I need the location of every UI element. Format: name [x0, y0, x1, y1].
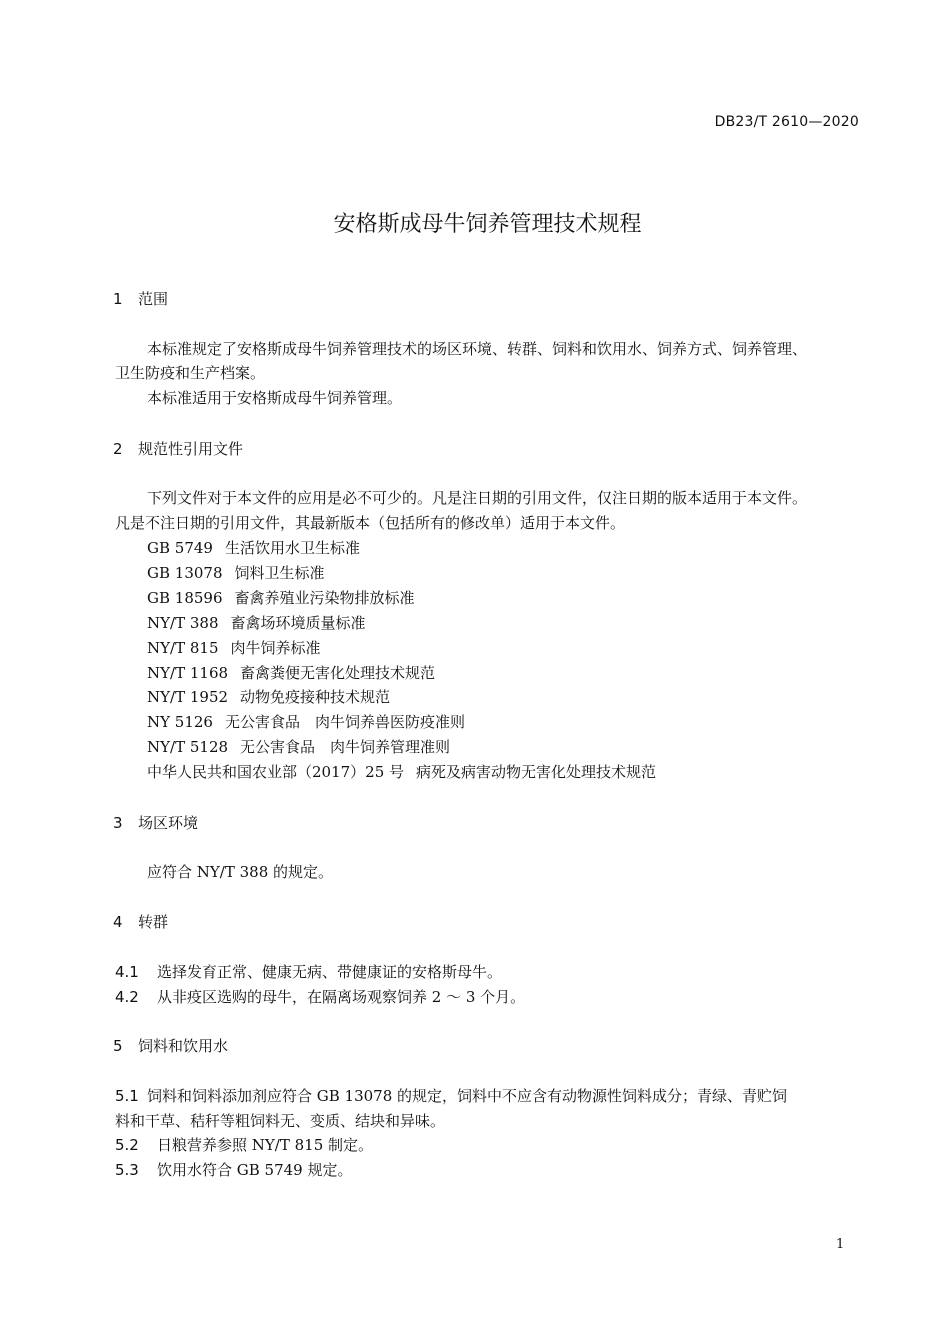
- section-number: 2: [113, 440, 123, 458]
- reference-title: 畜禽场环境质量标准: [230, 614, 366, 632]
- clause-number: 4.2: [115, 988, 139, 1006]
- references-intro-line2: 凡是不注日期的引用文件，其最新版本（包括所有的修改单）适用于本文件。: [115, 514, 626, 532]
- reference-code: NY/T 1952: [147, 688, 229, 706]
- reference-title: 畜禽粪便无害化处理技术规范: [240, 664, 436, 682]
- environment-text: 应符合 NY/T 388 的规定。: [147, 863, 334, 881]
- clause-item: [115, 1085, 787, 1106]
- section-2-heading: [113, 438, 243, 459]
- clause-text: 饮用水符合 GB 5749 规定。: [157, 1161, 353, 1179]
- reference-item: [147, 587, 415, 608]
- clause-number: 5.1: [115, 1087, 139, 1105]
- clause-number: 5.2: [115, 1136, 139, 1154]
- section-title: 范围: [138, 290, 169, 308]
- reference-item: [147, 612, 366, 633]
- reference-title: 生活饮用水卫生标准: [224, 539, 360, 557]
- reference-title: 饲料卫生标准: [234, 564, 325, 582]
- document-title: 安格斯成母牛饲养管理技术规程: [333, 212, 642, 237]
- scope-paragraph-line1: 本标准规定了安格斯成母牛饲养管理技术的场区环境、转群、饲料和饮用水、饲养方式、饲养管理、: [147, 340, 808, 358]
- section-1-heading: [113, 288, 168, 309]
- reference-code: NY/T 1168: [147, 664, 229, 682]
- clause-text: 日粮营养参照 NY/T 815 制定。: [157, 1136, 374, 1154]
- reference-title: 病死及病害动物无害化处理技术规范: [416, 763, 657, 781]
- section-number: 3: [113, 814, 123, 832]
- section-5-heading: [113, 1035, 228, 1056]
- reference-item: [147, 686, 390, 707]
- reference-item: [147, 537, 360, 558]
- section-4-heading: [113, 911, 168, 932]
- clause-number: 4.1: [115, 963, 139, 981]
- reference-title: 畜禽养殖业污染物排放标准: [234, 589, 415, 607]
- section-title: 饲料和饮用水: [138, 1037, 229, 1055]
- clause-text: 饲料和饲料添加剂应符合 GB 13078 的规定，饲料中不应含有动物源性饲料成分；青绿、青贮饲: [147, 1087, 788, 1105]
- reference-code: 中华人民共和国农业部（2017）25 号: [147, 763, 405, 781]
- scope-paragraph-line2: 卫生防疫和生产档案。: [115, 364, 266, 382]
- section-title: 规范性引用文件: [138, 440, 244, 458]
- section-3-heading: [113, 812, 198, 833]
- clause-continuation: 料和干草、秸秆等粗饲料无、变质、结块和异味。: [115, 1112, 446, 1130]
- clause-item: [115, 1134, 373, 1155]
- reference-title: 动物免疫接种技术规范: [240, 688, 391, 706]
- reference-code: GB 5749: [147, 539, 213, 557]
- references-intro-line1: 下列文件对于本文件的应用是必不可少的。凡是注日期的引用文件，仅注日期的版本适用于本文件。: [147, 489, 808, 507]
- reference-title: 无公害食品 肉牛饲养兽医防疫准则: [224, 713, 465, 731]
- reference-code: GB 13078: [147, 564, 223, 582]
- reference-item: [147, 662, 435, 683]
- reference-item: [147, 711, 465, 732]
- clause-item: [115, 961, 502, 982]
- reference-item: [147, 637, 321, 658]
- clause-text: 选择发育正常、健康无病、带健康证的安格斯母牛。: [157, 963, 503, 981]
- reference-item: [147, 562, 325, 583]
- clause-item: [115, 986, 525, 1007]
- scope-applicability: 本标准适用于安格斯成母牛饲养管理。: [147, 389, 403, 407]
- section-number: 4: [113, 913, 123, 931]
- reference-title: 肉牛饲养标准: [230, 639, 321, 657]
- clause-item: [115, 1159, 352, 1180]
- reference-item: [147, 761, 656, 782]
- reference-title: 无公害食品 肉牛饲养管理准则: [240, 738, 451, 756]
- section-title: 转群: [138, 913, 169, 931]
- section-number: 5: [113, 1037, 123, 1055]
- section-title: 场区环境: [138, 814, 199, 832]
- reference-code: NY/T 388: [147, 614, 219, 632]
- standard-code: DB23/T 2610—2020: [714, 114, 859, 130]
- reference-code: NY 5126: [147, 713, 213, 731]
- clause-number: 5.3: [115, 1161, 139, 1179]
- clause-text: 从非疫区选购的母牛，在隔离场观察饲养 2 ～ 3 个月。: [157, 988, 526, 1006]
- page-number: 1: [836, 1237, 845, 1252]
- reference-code: NY/T 815: [147, 639, 219, 657]
- reference-code: GB 18596: [147, 589, 223, 607]
- section-number: 1: [113, 290, 123, 308]
- reference-item: [147, 736, 450, 757]
- reference-code: NY/T 5128: [147, 738, 229, 756]
